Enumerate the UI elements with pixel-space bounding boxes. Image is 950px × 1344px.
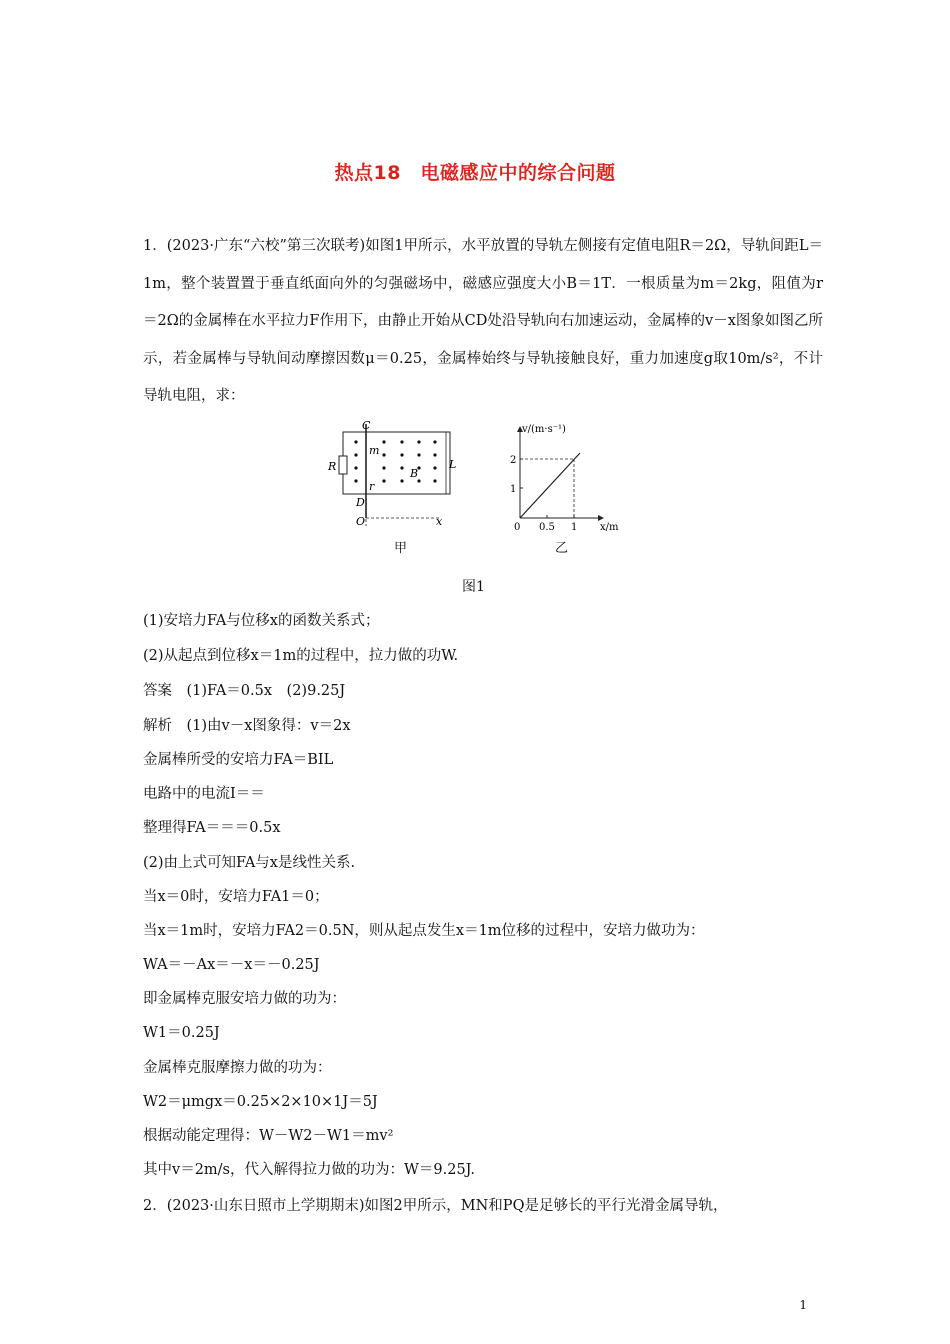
- resistor-icon: [339, 456, 347, 474]
- solution-line: W2＝μmgx＝0.25×2×10×1J＝5J: [143, 1094, 378, 1110]
- figure-caption: 图1: [462, 579, 485, 595]
- solution-line: W1＝0.25J: [143, 1025, 220, 1041]
- label-C: C: [362, 419, 371, 432]
- graph-line: [520, 453, 580, 518]
- answer: 答案 (1)FA＝0.5x (2)9.25J: [143, 683, 346, 699]
- solution-line: 根据动能定理得：W－W2－W1＝mv²: [143, 1128, 394, 1144]
- question-2: (2)从起点到位移x＝1m的过程中，拉力做的功W.: [143, 648, 459, 664]
- label-D: D: [356, 496, 365, 509]
- solution-line: 金属棒克服摩擦力做的功为：: [143, 1060, 332, 1076]
- graph-xlabel: x/m: [600, 522, 619, 533]
- solution-line: 整理得FA＝＝＝0.5x: [143, 820, 281, 836]
- solution-line: 当x＝0时，安培力FA1＝0；: [143, 889, 329, 905]
- solution-line: 解析 (1)由v－x图象得：v＝2x: [143, 718, 351, 734]
- graph-xtick-0-5: 0.5: [539, 522, 555, 533]
- solution-line: 电路中的电流I＝＝: [143, 786, 265, 802]
- page-title: 热点18 电磁感应中的综合问题: [334, 162, 616, 184]
- graph-ylabel: v/(m·s⁻¹): [522, 424, 566, 435]
- label-r: r: [369, 480, 375, 493]
- graph-xtick-0: 0: [514, 522, 521, 533]
- problem-1-stem: 1．(2023·广东“六校”第三次联考)如图1甲所示，水平放置的导轨左侧接有定值电阻R＝2Ω，导轨间距L＝1m，整个装置置于垂直纸面向外的匀强磁场中，磁感应强度大小B＝1T．一根质量为m＝2kg，阻值为r＝2Ω的金属棒在水平拉力F作用下，由静止开始从CD处沿导轨向右加速运动，金属棒的v－x图象如图乙所示，若金属棒与导轨间动摩擦因数μ＝0.25，金属棒始终与导轨接触良好，重力加速度g取10m/s²，不计导轨电阻，求：: [143, 238, 823, 405]
- graph-ytick-1: 1: [510, 484, 517, 495]
- sub-caption-right: 乙: [555, 541, 569, 556]
- sub-caption-left: 甲: [394, 541, 408, 556]
- solution-line: WA＝－Ax＝－x＝－0.25J: [143, 957, 320, 973]
- label-B: B: [410, 467, 419, 480]
- solution-line: (2)由上式可知FA与x是线性关系.: [143, 855, 356, 871]
- graph-ytick-2: 2: [510, 455, 517, 466]
- solution-line: 即金属棒克服安培力做的功为：: [143, 991, 346, 1007]
- question-1: (1)安培力FA与位移x的函数关系式；: [143, 613, 380, 629]
- label-L: L: [449, 458, 457, 471]
- solution-line: 金属棒所受的安培力FA＝BIL: [143, 752, 334, 768]
- solution-line: 当x＝1m时，安培力FA2＝0.5N，则从起点发生x＝1m位移的过程中，安培力做功为：: [143, 923, 705, 939]
- label-R: R: [328, 460, 337, 473]
- label-O: O: [356, 515, 366, 528]
- label-m: m: [369, 444, 380, 457]
- page-number: 1: [799, 1298, 807, 1312]
- figure-v-x-graph: [500, 418, 635, 538]
- graph-xtick-1: 1: [571, 522, 578, 533]
- label-x: x: [436, 515, 443, 528]
- problem-2-stem: 2．(2023·山东日照市上学期期末)如图2甲所示，MN和PQ是足够长的平行光滑金属导轨，: [143, 1198, 728, 1214]
- figure-circuit-diagram: [318, 418, 458, 556]
- solution-line: 其中v＝2m/s，代入解得拉力做的功为：W＝9.25J.: [143, 1162, 475, 1178]
